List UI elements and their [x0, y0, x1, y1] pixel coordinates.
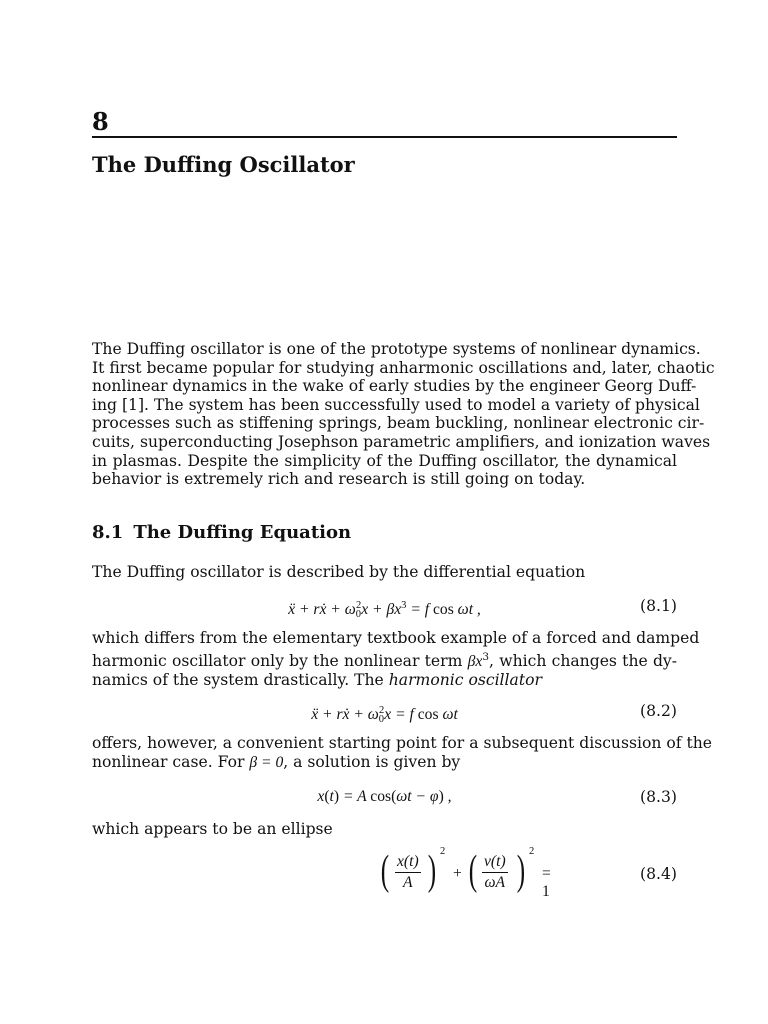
- text-run: harmonic oscillator only by the nonlinear term: [92, 651, 468, 670]
- intro-line: in plasmas. Despite the simplicity of the Duffing oscillator, the dynamical: [92, 451, 677, 470]
- intro-line: processes such as stiffening springs, beam buckling, nonlinear electronic cir-: [92, 414, 705, 433]
- equation-8-1: [92, 594, 677, 618]
- section-number: 8.1: [92, 522, 124, 543]
- text-run: namics of the system drastically. The: [92, 671, 389, 690]
- equation-8-2-body: ẍ + rẋ + $\omega 0^2x = f$ cos ωt: [311, 705, 458, 725]
- equation-label: (8.3): [640, 788, 677, 806]
- intro-line: It first became popular for studying anharmonic oscillations and, later, chaotic: [92, 358, 715, 377]
- paragraph-line: [92, 753, 677, 773]
- math-exponent: 3: [482, 650, 490, 663]
- chapter-rule: [92, 136, 677, 138]
- math-inline: βx: [467, 652, 483, 670]
- paragraph-2: [92, 629, 700, 690]
- paragraph-line: [92, 671, 677, 690]
- intro-line: cuits, superconducting Josephson parametric amplifiers, and ionization waves: [92, 432, 711, 451]
- paragraph-3: [92, 734, 713, 772]
- paragraph-1: [92, 563, 677, 582]
- text-run: , which changes the dy-: [489, 651, 678, 670]
- intro-line: behavior is extremely rich and research is still going on today.: [92, 470, 586, 489]
- section-title: The Duffing Equation: [133, 522, 352, 543]
- equation-label: (8.2): [640, 702, 677, 720]
- text-run: , a solution is given by: [283, 752, 461, 771]
- paragraph-line: offers, however, a convenient starting point for a subsequent discussion of the: [92, 734, 713, 752]
- emphasis-text: harmonic oscillator: [388, 671, 542, 690]
- paragraph-line: [92, 648, 677, 672]
- intro-line: The Duffing oscillator is one of the prototype systems of nonlinear dynamics.: [92, 340, 701, 358]
- chapter-title: The Duffing Oscillator: [92, 152, 355, 177]
- paragraph-line: which appears to be an ellipse: [92, 820, 333, 838]
- equation-label: (8.4): [640, 865, 677, 883]
- intro-line: ing [1]. The system has been successfully used to model a variety of physical: [92, 395, 700, 414]
- paragraph-line: The Duffing oscillator is described by the differential equation: [92, 563, 586, 581]
- equation-8-3-body: x(t) = A cos(ωt − φ) ,: [317, 788, 452, 805]
- paragraph-line: which differs from the elementary textbook example of a forced and damped: [92, 629, 700, 647]
- paragraph-4: [92, 820, 677, 839]
- math-inline: β = 0: [249, 753, 284, 771]
- equation-8-2: [92, 699, 677, 723]
- equation-8-4: ( $\frac{x(t)}{A}$ ) 2 + ( $\frac{v(t)}{\omega A}$ ) 2 = 1 (8.4): [380, 846, 677, 900]
- chapter-number: 8: [92, 107, 109, 136]
- intro-line: nonlinear dynamics in the wake of early studies by the engineer Georg Duff-: [92, 377, 697, 396]
- section-heading: [92, 522, 351, 544]
- equation-8-3: [92, 785, 677, 809]
- equation-label: (8.1): [640, 597, 677, 615]
- text-run: nonlinear case. For: [92, 752, 250, 771]
- equation-8-1-body: ẍ + rẋ + $\omega 0^2x + \beta x^3 = f$ cos ωt ,: [288, 600, 481, 620]
- intro-paragraph: [92, 340, 715, 489]
